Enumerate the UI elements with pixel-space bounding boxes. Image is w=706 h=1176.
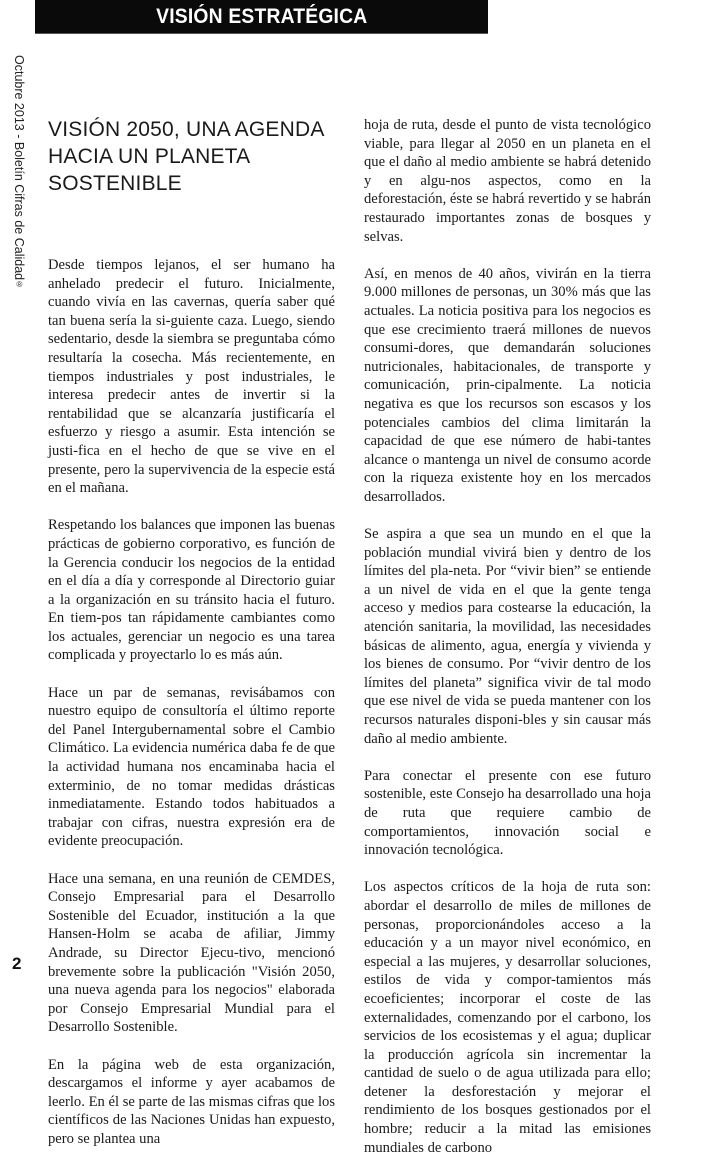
article-title: VISIÓN 2050, UNA AGENDA HACIA UN PLANETA SOSTENIBLE [48,118,324,195]
publication-side-label [12,55,26,289]
article-right-column [364,116,651,1176]
registered-mark: ® [15,280,24,290]
paragraph: Los aspectos críticos de la hoja de ruta son: abordar el desarrollo de miles de millones de personas, proporcionándoles acceso a la educación y a un mayor nivel económico, en especial a las mujeres, y desarrollar soluciones, estilos de vida y compor-tamientos más ecoeficientes; incorporar el coste de las externalidades, comenzando por el carbono, los servicios de los ecosistemas y el agua; duplicar la producción agrícola sin incrementar la cantidad de suelo o de agua utilizada para ello; detener la desforestación y mejorar el rendimiento de los bosques gestionados por el hombre; reducir a la mitad las emisiones mundiales de carbono [364,879,651,1156]
paragraph: Para conectar el presente con ese futuro sostenible, este Consejo ha desarrollado una hoja de ruta que requiere cambio de comportamientos, innovación social e innovación tecnológica. [364,767,651,859]
paragraph: En la página web de esta organización, descargamos el informe y ayer acabamos de leerlo. En él se parte de las mismas cifras que los científicos de las Naciones Unidas han expuesto, pero se plantea una [48,1056,335,1147]
paragraph: Desde tiempos lejanos, el ser humano ha anhelado predecir el futuro. Inicialmente, cuando vivía en las cavernas, quería saber qué tan buena sería la si-guiente caza. Luego, siendo sedentario, desde la siembra se preguntaba cómo resultaría la cosecha. Más recientemente, en tiempos industriales y post industriales, le interesa predecir antes de invertir si la rentabilidad que se alcanzaría justificaría el esfuerzo y riesgo a asumir. Esta intención se justi-fica en el hecho de que se vive en el presente, pero la supervivencia de la especie está en el mañana. [48,257,335,497]
paragraph: Hace un par de semanas, revisábamos con nuestro equipo de consultoría el último reporte del Panel Intergubernamental sobre el Cambio Climático. La evidencia numérica daba fe de que la actividad humana nos encaminaba hacia el exterminio, de no tomar medidas drásticas inmediatamente. Estando todos habituados a trabajar con cifras, nuestra expresión era de evidente preocupación. [48,684,335,850]
paragraph: Se aspira a que sea un mundo en el que la población mundial vivirá bien y dentro de los límites del pla-neta. Por “vivir bien” se entiende a un nivel de vida en el que la gente tenga acceso y medios para costearse la educación, la atención sanitaria, la movilidad, las necesidades básicas de alimento, agua, energía y vivienda y los bienes de consumo. Por “vivir dentro de los límites del planeta” significa vivir de tal modo que ese nivel de vida se pueda mantener con los recursos naturales disponi-bles y sin causar más daño al medio ambiente. [364,526,651,747]
section-title: VISIÓN ESTRATÉGICA [155,4,368,28]
page-number: 2 [12,954,22,973]
paragraph: Hace una semana, en una reunión de CEMDES, Consejo Empresarial para el Desarrollo Sostenible del Ecuador, institución a la que Hansen-Holm se acaba de afiliar, Jimmy Andrade, su Director Ejecu-tivo, mencionó brevemente sobre la publicación "Visión 2050, una nueva agenda para los negocios" elaborada por Consejo Empresarial Mundial para el Desarrollo Sostenible. [48,870,335,1036]
paragraph: hoja de ruta, desde el punto de vista tecnológico viable, para llegar al 2050 en un planeta en el que el daño al medio ambiente se habrá detenido y en algu-nos aspectos, como en la deforestación, éste se habrá revertido y se habrán restaurado importantes zonas de bosques y selvas. [364,117,651,245]
article-left-column [48,116,335,1167]
paragraph: Así, en menos de 40 años, vivirán en la tierra 9.000 millones de personas, un 30% más que las actuales. La noticia positiva para los negocios es que ese crecimiento traerá millones de nuevos consumi-dores, que demandarán soluciones nutricionales, habitacionales, de transporte y comunicación, prin-cipalmente. La noticia negativa es que los recursos son escasos y los potenciales cambios del clima limitarán la capacidad de que ese número de habi-tantes alcance o mantenga un nivel de consumo acorde con la riqueza existente hoy en los mercados desarrollados. [364,265,651,505]
paragraph: Respetando los balances que imponen las buenas prácticas de gobierno corporativo, es función de la Gerencia conducir los negocios de la entidad en el día a día y corresponde al Directorio guiar a la organización en su tránsito hacia el futuro. En tiem-pos tan rápidamente cambiantes como los actuales, gerenciar un negocio es una tarea complicada y proyectarlo lo es más aún. [48,517,335,664]
section-header-bar [35,0,488,34]
publication-label-text: Octubre 2013 - Boletín Cifras de Calidad [12,55,26,281]
